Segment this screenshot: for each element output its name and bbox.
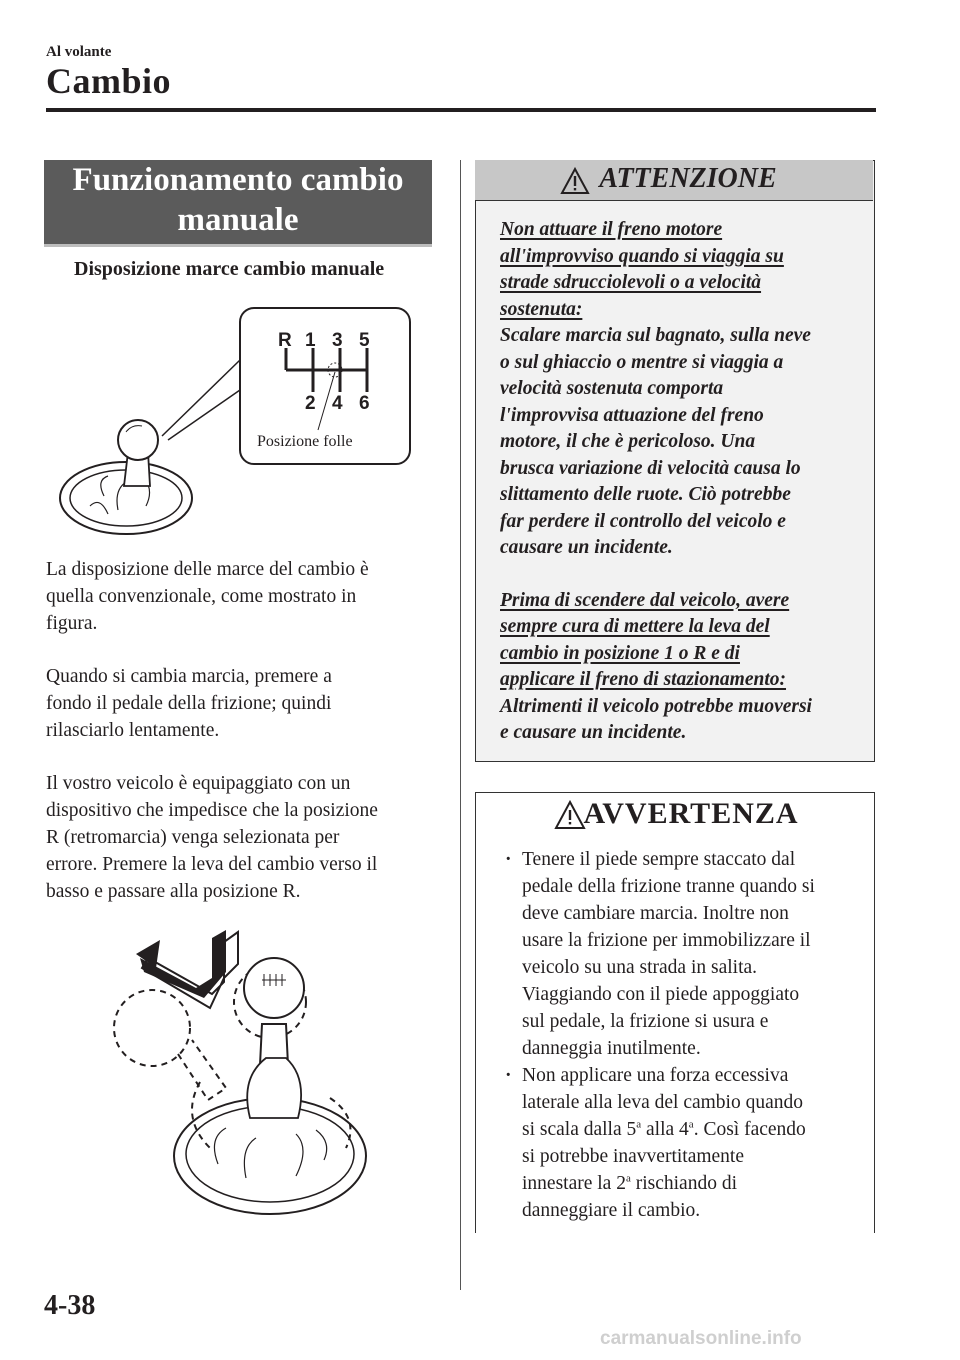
paragraph-reverse-lock: Il vostro veicolo è equipaggiato con un dispositivo che impedisce che la posizione R (retromarcia) venga selezionata per errore. Premere la leva del cambio verso il basso e passare alla posizione R.	[46, 773, 378, 902]
caution-title: ATTENZIONE	[599, 163, 777, 194]
caution-heading-line: cambio in posizione 1 o R e di	[500, 642, 740, 664]
caution-text-line: l'improvvisa attuazione del freno	[500, 404, 764, 426]
topic-title-line1: Funzionamento cambio	[72, 162, 404, 198]
topic-title-line2: manuale	[177, 202, 299, 238]
warning-bullet-2: · Non applicare una forza eccessiva laterale alla leva del cambio quando si scala dalla 5$^a$ alla 4$^a$. Così facendo si potrebbe inavvertitamente innestare la 2$^a$ rischiando di danneggiare il cambio.	[503, 1062, 863, 1224]
caution-text-line: o sul ghiaccio o mentre si viaggia a	[500, 351, 784, 373]
gear-label-top-1: R	[278, 330, 292, 351]
gear-label-bottom-2: 4	[332, 393, 343, 414]
caution-text-line: brusca variazione di velocità causa lo	[500, 457, 801, 479]
page-number: 4-38	[44, 1290, 96, 1321]
warning-title: AVVERTENZA	[583, 797, 799, 830]
section-title: Cambio	[46, 61, 172, 101]
caution-text-line: slittamento delle ruote. Ciò potrebbe	[500, 484, 791, 505]
watermark: carmanualsonline.info	[600, 1328, 802, 1349]
caution-heading-line: Non attuare il freno motore	[500, 219, 723, 240]
gear-label-top-4: 5	[359, 330, 370, 351]
figure-caption: Disposizione marce cambio manuale	[74, 258, 385, 280]
warning-body	[503, 846, 863, 1224]
section-label: Al volante	[46, 44, 112, 60]
paragraph-clutch: Quando si cambia marcia, premere a fondo il pedale della frizione; quindi rilasciarlo lentamente.	[46, 666, 332, 741]
caution-heading-line: all'improvviso quando si viaggia su	[500, 245, 784, 267]
caution-text-line: causare un incidente.	[500, 537, 673, 558]
gear-label-bottom-3: 6	[359, 393, 370, 414]
reverse-shift-figure	[100, 928, 400, 1218]
caution-body	[500, 217, 865, 747]
header-rule	[46, 108, 876, 112]
caution-text-line: Scalare marcia sul bagnato, sulla neve	[500, 325, 811, 346]
caution-heading-line: sostenuta:	[500, 298, 583, 320]
gear-pattern-figure	[56, 300, 416, 540]
gear-label-top-2: 1	[305, 330, 316, 351]
caution-text-line: e causare un incidente.	[500, 722, 687, 743]
warning-bullet-1: · Tenere il piede sempre staccato dal pedale della frizione tranne quando si deve cambiare marcia. Inoltre non usare la frizione per immobilizzare il veicolo su una strada in salita. Viaggiando con il piede appoggiato sul pedale, la frizione si usura e danneggia inutilmente.	[503, 846, 863, 1062]
topic-title-box	[44, 160, 432, 244]
caution-text-line: far perdere il controllo del veicolo e	[500, 510, 786, 532]
caution-text-line: velocità sostenuta comporta	[500, 378, 724, 399]
caution-text-line: motore, il che è pericoloso. Una	[500, 431, 756, 452]
caution-heading-line: strade sdrucciolevoli o a velocità	[500, 272, 762, 293]
caution-heading-line: sempre cura di mettere la leva del	[500, 616, 770, 637]
caution-heading-line: applicare il freno di stazionamento:	[500, 669, 787, 690]
column-divider	[460, 160, 461, 1290]
paragraph-gear-layout: La disposizione delle marce del cambio è quella convenzionale, come mostrato in figura.	[46, 559, 369, 634]
neutral-label: Posizione folle	[257, 433, 353, 450]
gear-label-bottom-1: 2	[305, 393, 316, 414]
caution-text-line: Altrimenti il veicolo potrebbe muoversi	[500, 695, 812, 717]
caution-heading-line: Prima di scendere dal veicolo, avere	[500, 589, 790, 611]
gear-label-top-3: 3	[332, 330, 343, 351]
